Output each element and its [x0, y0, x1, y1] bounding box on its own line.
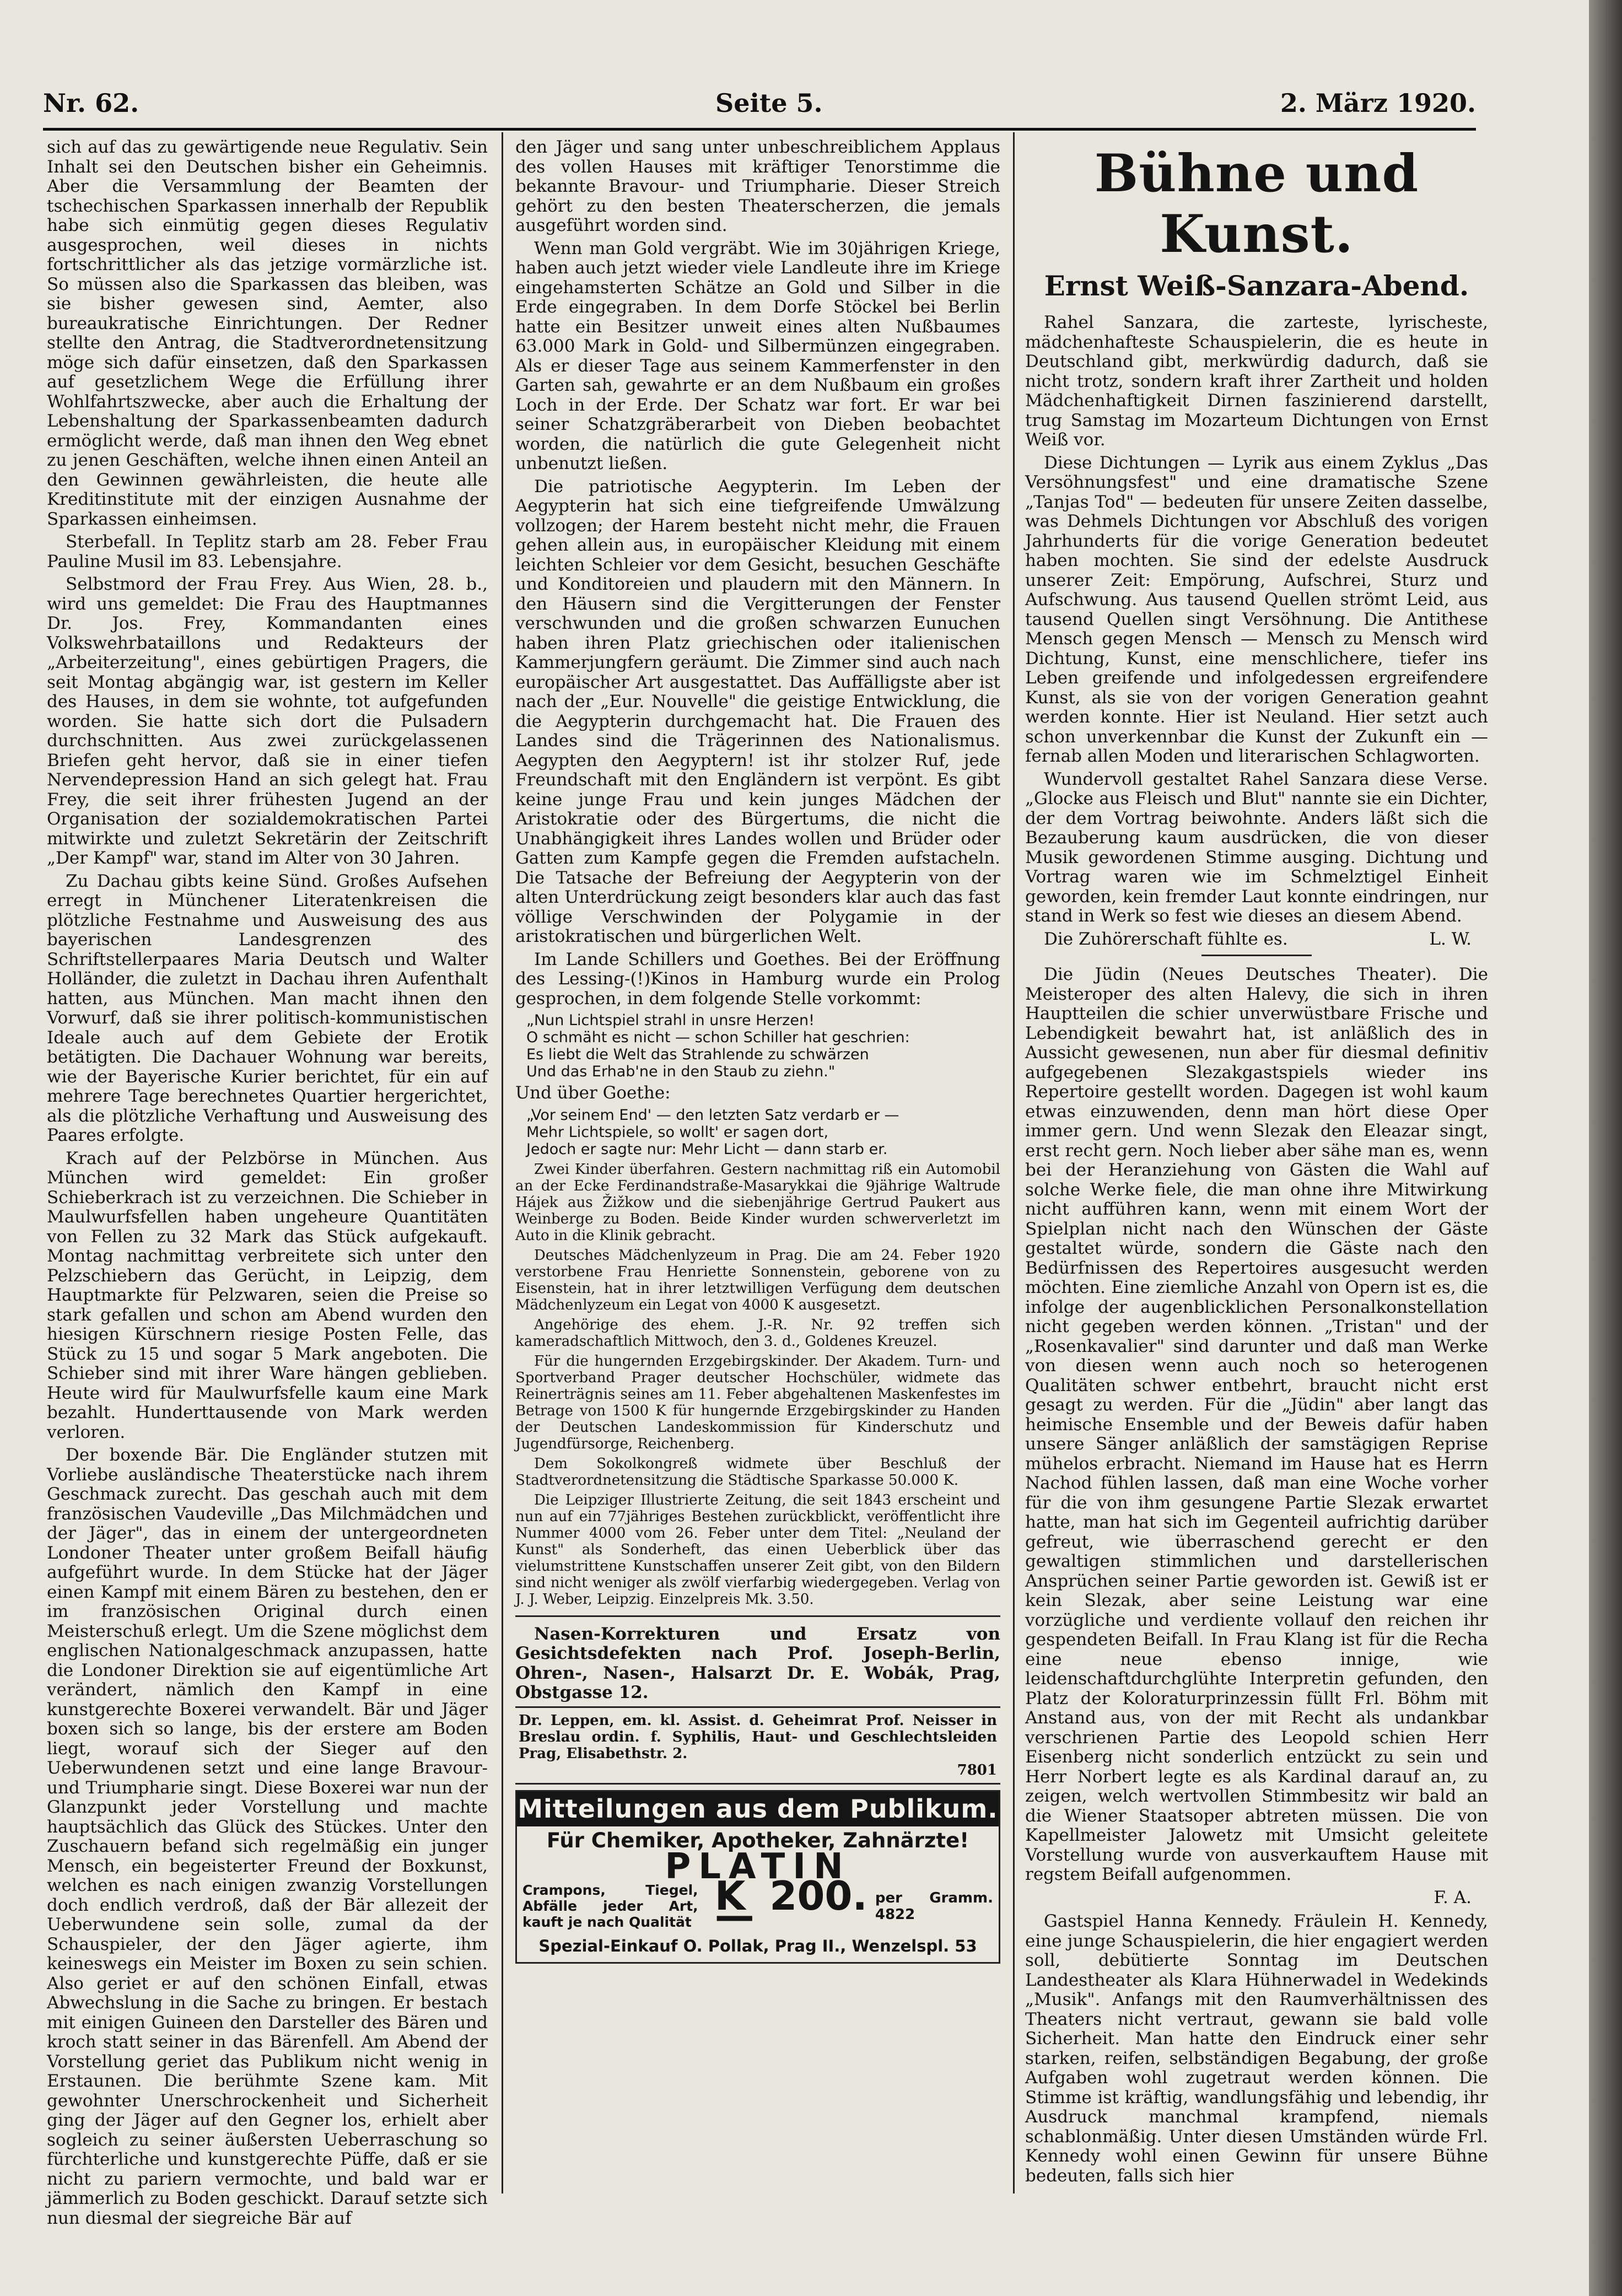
- column-2: [515, 138, 1000, 1964]
- verse-line: Mehr Lichtspiele, so wollt' er sagen dort,: [526, 1123, 829, 1141]
- signature-row: [1025, 930, 1488, 950]
- sanzara-para: Diese Dichtungen — Lyrik aus einem Zyklus „Das Versöhnungsfest" und eine dramatische Szene „Tanjas Tod" — bedeuten für unsere Zeiten dasselbe, was Dehmels Dichtungen vor Abschluß des vorigen Jahrhunderts für die vorige Generation bedeutet haben mochten. Sie sind der edelste Ausdruck unserer Zeit: Empörung, Aufschrei, Sturz und Aufschwung. Aus tausend Quellen strömt Leid, aus tausend Quellen singt Versöhnung. Die Antithese Mensch gegen Mensch — Mensch zu Mensch wird Dichtung, Kunst, eine menschlichere, tiefer ins Leben greifende und infolgedessen ergreifendere Kunst, als sie von der vorigen Generation geahnt werden konnte. Hier ist Neuland. Hier setzt auch schon unverkennbar die Kunst der Zukunft ein — fernab allen Moden und literarischen Schlagworten.: [1025, 452, 1488, 766]
- verse-line: „Vor seinem End' — den letzten Satz verdarb er —: [526, 1106, 899, 1124]
- notice-sokol: Dem Sokolkongreß widmete über Beschluß der Stadtverordnetensitzung die Städtische Sparkasse 50.000 K.: [515, 1455, 1000, 1489]
- notice-erzgebirge: Für die hungernden Erzgebirgskinder. Der Akadem. Turn- und Sportverband Prager deutscher Hochschüler, widmete das Reinerträgnis seines am 11. Feber abgehaltenen Maskenfestes im Betrage von 1500 K für hungernde Erzgebirgskinder zu Handen der Deutschen Landeskommission für Kinderschutz und Jugendfürsorge, Reichenberg.: [515, 1352, 1000, 1452]
- kennedy-review: Gastspiel Hanna Kennedy. Fräulein H. Kennedy, eine junge Schauspielerin, die hier engagiert werden soll, debütierte Sonntag im Deutschen Landestheater als Klara Hühnerwadel in Wedekinds „Musik". Anfangs mit den Raumverhältnissen des Theaters nicht vertraut, gewann sie bald volle Sicherheit. Man hatte den Eindruck einer sehr starken, reifen, selbständigen Begabung, der große Aufgaben wohl zugetraut werden können. Die Stimme ist kräftig, wandlungsfähig und lebendig, ihr Ausdruck manchmal krampfend, niemals schablonmäßig. Unter diesen Umständen würde Frl. Kennedy wohl einen Gewinn für unsere Bühne bedeuten, falls sich hier: [1025, 1911, 1488, 2186]
- article-schiller-goethe: Im Lande Schillers und Goethes. Bei der Eröffnung des Lessing-(!)Kinos in Hamburg wurde ein Prolog gesprochen, in dem folgende Stelle vorkommt:: [515, 949, 1000, 1009]
- article-dachau: Zu Dachau gibts keine Sünd. Großes Aufsehen erregt in Münchener Literatenkreisen die plötzliche Festnahme und Ausweisung des aus bayerischen Landesgrenzen des Schriftstellerpaares Maria Deutsch und Walter Holländer, die zuletzt in Dachau ihren Aufenthalt hatten, aus München. Man macht ihnen den Vorwurf, daß sie ihrer politisch-kommunistischen Ideale auch auf dem Gebiete der Erotik betätigten. Die Dachauer Wohnung war bereits, wie der Bayerische Kurier berichtet, für ein auf mehrere Tage berechnetes Quartier hergerichtet, als die plötzliche Verhaftung und Ausweisung des Paares erfolgte.: [47, 871, 488, 1145]
- article-pelzboerse: Krach auf der Pelzbörse in München. Aus München wird gemeldet: Ein großer Schieberkrach ist zu verzeichnen. Die Schieber in Maulwurfsfellen haben ungeheure Quantitäten von Fellen zu 32 Mark das Stück aufgekauft. Montag nachmittag verbreitete sich unter den Pelzschiebern das Gerücht, in Leipzig, dem Hauptmarkte für Pelzwaren, seien die Preise so stark gefallen und schon am Abend wurden den hiesigen Kürschnern riesige Posten Felle, das Stück zu 15 und sogar 5 Mark angeboten. Die Schieber sind mit ihrer Ware hängen geblieben. Heute wird für Maulwurfsfelle kaum eine Mark bezahlt. Hunderttausende von Mark werden verloren.: [47, 1148, 488, 1442]
- notice-lyzeum: Deutsches Mädchenlyzeum in Prag. Die am 24. Feber 1920 verstorbene Frau Henriette Sonnenstein, geborene von zu Eisenstein, hat in ihrer letztwilligen Verfügung dem deutschen Mädchenlyzeum ein Legat von 4000 K ausgesetzt.: [515, 1247, 1000, 1313]
- ad-nasen: Nasen-Korrekturen und Ersatz von Gesichtsdefekten nach Prof. Joseph-Berlin, Ohren-, Nasen-, Halsarzt Dr. E. Wobák, Prag, Obstgasse 12.: [515, 1624, 1000, 1702]
- signature-text: Die Zuhörerschaft fühlte es.: [1044, 929, 1288, 949]
- ad-target: Für Chemiker, Apotheker, Zahnärzte!: [546, 1829, 969, 1852]
- ad-banner: Mitteilungen aus dem Publikum.: [517, 1792, 999, 1827]
- scan-edge: [1589, 0, 1622, 2296]
- issue-date: 2. März 1920.: [1280, 88, 1476, 118]
- verse-line: O schmäht es nicht — schon Schiller hat geschrien:: [526, 1029, 910, 1046]
- sanzara-para: Wundervoll gestaltet Rahel Sanzara diese Verse. „Glocke aus Fleisch und Blut" nannte sie ein Dichter, der dem Vortrag beiwohnte. Anders läßt sich die Bezauberung kaum ausdrücken, die von dieser Musik gewordenen Stimme ausging. Dichtung und Vortrag waren wie im Schmelztigel Einheit geworden, kein fremder Laut konnte eindringen, nur stand in Werk so fest wie dieses an diesem Abend.: [1025, 769, 1488, 926]
- section-title: Bühne und Kunst.: [1094, 143, 1419, 265]
- verse-line: Es liebt die Welt das Strahlende zu schwärzen: [526, 1046, 869, 1063]
- article-title: Ernst Weiß-Sanzara-Abend.: [1044, 270, 1469, 302]
- ad-per-gram: [875, 1890, 993, 1923]
- verse-line: Jedoch er sagte nur: Mehr Licht — dann starb er.: [526, 1140, 888, 1158]
- section-divider: [1201, 955, 1312, 956]
- page-number: Seite 5.: [715, 88, 823, 118]
- header-rule: [43, 128, 1476, 131]
- goethe-verse: [526, 1107, 1000, 1158]
- page-header: [43, 83, 1476, 127]
- ad-leppen: [515, 1706, 1000, 1785]
- article-aegypterin: Die patriotische Aegypterin. Im Leben der Aegypterin hat sich eine tiefgreifende Umwälzung vollzogen; der Harem besteht nicht mehr, die Frauen gehen allein aus, in europäischer Kleidung mit einem leichten Schleier vor dem Gesicht, besuchen Geschäfte und Konditoreien und plaudern mit den Männern. In den Häusern sind die Vergitterungen der Fenster verschwunden und die großen schwarzen Eunuchen haben ihren Platz griechischen oder italienischen Kammerjungfern geräumt. Die Zimmer sind auch nach europäischer Art ausgestattet. Das Auffälligste aber ist nach der „Eur. Nouvelle" die geistige Entwicklung, die die Aegypterin durchgemacht hat. Die Frauen des Landes sind die Trägerinnen des Nationalismus. Aegypten den Aegyptern! ist ihr stolzer Ruf, jede Freundschaft mit den Engländern ist verpönt. Es gibt keine junge Frau und kein junges Mädchen der Aristokratie oder des Bürgertums, die nicht die Unabhängigkeit ihres Landes wollen und Brüder oder Gatten zum Kampfe gegen die Fremden aufstacheln. Die Tatsache der Befreiung der Aegypterin von der alten Unterdrückung zeigt besonders klar auch das fast völlige Verschwinden der Polygamie in der aristokratischen und bürgerlichen Welt.: [515, 476, 1000, 946]
- verse-line: Und das Erhab'ne in den Staub zu ziehn.": [526, 1063, 836, 1080]
- ad-platin: [515, 1790, 1000, 1964]
- ad-code: 4822: [875, 1906, 915, 1923]
- notice-leipziger: Die Leipziger Illustrierte Zeitung, die seit 1843 erscheint und nun auf ein 77jähriges Bestehen zurückblickt, veröffentlicht ihre Nummer 4000 vom 26. Feber unter dem Titel: „Neuland der Kunst" als Sonderheft, das einen Ueberblick über das vielumstrittene Kunstschaffen unserer Zeit gibt, von den Bildern sind nicht weniger als zwölf vierfarbig wiedergegeben. Verlag von J. J. Weber, Leipzig. Einzelpreis Mk. 3.50.: [515, 1491, 1000, 1608]
- signature-author: L. W.: [1429, 929, 1472, 949]
- article-sterbefall: Sterbefall. In Teplitz starb am 28. Feber Frau Pauline Musil im 83. Lebensjahre.: [47, 532, 488, 572]
- notice-ir92: Angehörige des ehem. J.-R. Nr. 92 treffen sich kameradschaftlich Mittwoch, den 3. d., Goldenes Kreuzel.: [515, 1316, 1000, 1350]
- ad-rule: [515, 1615, 1000, 1617]
- column-divider-1: [502, 132, 503, 2193]
- issue-number: Nr. 62.: [43, 88, 139, 118]
- article-gold: Wenn man Gold vergräbt. Wie im 30jährigen Kriege, haben auch jetzt wieder viele Landleute ihre im Kriege eingehamsterten Schätze an Gold und Silber in die Erde eingegraben. In dem Dorfe Stöckel bei Berlin hatte ein Besitzer unweit eines alten Nußbaumes 63.000 Mark in Gold- und Silbermünzen eingegraben. Als er dieser Tage aus seinem Kammerfenster in den Garten sah, gewahrte er an dem Nußbaum ein großes Loch in der Erde. Der Schatz war fort. Er war bei seiner Schatzgräberarbeit von Dieben beobachtet worden, die natürlich die gute Gelegenheit nicht unbenutzt ließen.: [515, 238, 1000, 473]
- column-divider-2: [1013, 132, 1015, 2193]
- ad-footer: Spezial-Einkauf O. Pollak, Prag II., Wenzelspl. 53: [538, 1937, 977, 1955]
- ad-price-row: [517, 1873, 999, 1939]
- article-sparkassen: sich auf das zu gewärtigende neue Regulativ. Sein Inhalt sei den Deutschen bisher ein Geheimnis. Aber die Versammlung der Beamten der tschechischen Sparkassen innerhalb der Republik habe sich einmütig gegen dieses Regulativ ausgesprochen, weil dieses in nichts fortschrittlicher als das jetzige vormärzliche ist. So müssen also die Sparkassen das bleiben, was sie bisher gewesen sind, Aemter, also bureaukratische Einrichtungen. Der Redner stellte den Antrag, die Stadtverordnetensitzung möge sich dafür einsetzen, daß den Sparkassen auf gesetzlichem Wege die Erfüllung ihrer Wohlfahrtszwecke, aber auch die Erhaltung der Lebenshaltung der Sparkassenbeamten dadurch ermöglicht werde, daß man ihnen den Weg ebnet zu jenen Geschäften, welche ihnen einen Anteil an den Gewinnen gewährleisten, die heute alle Kreditinstitute mit der einzigen Ausnahme der Sparkassen einheimsen.: [47, 137, 488, 529]
- signature-row: [1025, 1888, 1488, 1908]
- ad-leppen-code: 7801: [957, 1761, 997, 1778]
- ad-platin-title: PLATIN: [665, 1846, 851, 1887]
- article-selbstmord: Selbstmord der Frau Frey. Aus Wien, 28. b., wird uns gemeldet: Die Frau des Hauptmannes Dr. Jos. Frey, Kommandanten eines Volkswehrbataillons und Redakteurs der „Arbeiterzeitung", eines gebürtigen Pragers, die seit Montag abgängig war, ist gestern im Keller des Hauses, in dem sie wohnte, tot aufgefunden worden. Sie hatte sich dort die Pulsadern durchschnitten. Aus zwei zurückgelassenen Briefen geht hervor, daß sie in einer tiefen Nervendepression Hand an sich gelegt hat. Frau Frey, die seit ihrer frühesten Jugend an der Organisation der sozialdemokratischen Partei mitwirkte und zuletzt Sekretärin der Zeitschrift „Der Kampf" war, stand im Alter von 30 Jahren.: [47, 574, 488, 868]
- article-baer-continued: den Jäger und sang unter unbeschreiblichem Applaus des vollen Hauses mit kräftiger Tenorstimme die bekannte Bravour- und Triumpharie. Dieser Streich gehört zu den besten Theaterscherzen, die jemals ausgeführt worden sind.: [515, 137, 1000, 235]
- sanzara-para: Rahel Sanzara, die zarteste, lyrischeste, mädchenhafteste Schauspielerin, die es heute in Deutschland gibt, merkwürdig dadurch, daß sie nicht trotz, sondern kraft ihrer Zartheit und holden Mädchenhaftigkeit Dirnen faszinierend darstellt, trug Samstag im Mozarteum Dichtungen von Ernst Weiß vor.: [1025, 312, 1488, 450]
- notice-kinder: Zwei Kinder überfahren. Gestern nachmittag riß ein Automobil an der Ecke Ferdinandstraße-Masarykkai die 9jährige Waltrude Hájek aus Žižkow und die siebenjährige Gertrud Paukert aus Weinberge zu Boden. Beide Kinder wurden schwerverletzt im Auto in die Klinik gebracht.: [515, 1161, 1000, 1244]
- article-boxende-baer: Der boxende Bär. Die Engländer stutzen mit Vorliebe ausländische Theaterstücke nach ihrem Geschmack zurecht. Das geschah auch mit dem französischen Vaudeville „Das Milchmädchen und der Jäger", das in einem der untergeordneten Londoner Theater unter großem Beifall häufig aufgeführt wurde. In dem Stücke hat der Jäger einen Kampf mit einem Bären zu bestehen, den er im französischen Original durch einen Meisterschuß erlegt. Um die Szene möglichst dem englischen Nationalgeschmack anzupassen, hatte die Londoner Direktion sie auf eigentümliche Art verändert, nämlich den Kampf in eine kunstgerechte Boxerei verwandelt. Bär und Jäger boxen sich so lange, bis der erstere am Boden liegt, worauf sich der Sieger auf den Ueberwundenen setzt und eine lange Bravour- und Triumpharie singt. Diese Boxerei war nun der Glanzpunkt jeder Vorstellung und machte hauptsächlich das Glück des Stückes. Unter den Zuschauern befand sich regelmäßig ein junger Mensch, ein begeisterter Freund der Boxkunst, welchen es nach einigen zwanzig Vorstellungen doch endlich verdroß, daß der Bär allezeit der Ueberwundene sein solle, zumal da der Schauspieler, der den Jäger agierte, ihm keineswegs ein Meister im Boxen zu sein schien. Also geriet er auf den schönen Einfall, etwas Abwechslung in die Sache zu bringen. Er bestach mit einigen Guineen den Darsteller des Bären und kroch statt seiner in das Bärenfell. Am Abend der Vorstellung geriet das Publikum nicht wenig in Erstaunen. Die berühmte Szene kam. Mit gewohnter Unerschrockenheit und Sicherheit ging der Jäger auf den Gegner los, erhielt aber sogleich zu seiner äußersten Ueberraschung so fürchterliche und kunstgerechte Püffe, daß er sie nicht zu pariern vermochte, und bald war er jämmerlich zu Boden geschickt. Darauf setzte sich nun diesmal der siegreiche Bär auf: [47, 1445, 488, 2228]
- short-notices: [515, 1161, 1000, 1608]
- column-3: [1025, 138, 1488, 2189]
- verse-line: „Nun Lichtspiel strahl in unsre Herzen!: [526, 1012, 815, 1029]
- signature-author: F. A.: [1434, 1887, 1472, 1907]
- prolog-verse: [526, 1012, 1000, 1080]
- ad-items: Crampons, Tiegel, Abfälle jeder Art, kauft je nach Qualität: [522, 1882, 698, 1930]
- ad-leppen-text: Dr. Leppen, em. kl. Assist. d. Geheimrat Prof. Neisser in Breslau ordin. f. Syphilis, Haut- und Geschlechtsleiden Prag, Elisabethstr. 2.: [519, 1712, 997, 1762]
- juedin-review: Die Jüdin (Neues Deutsches Theater). Die Meisteroper des alten Halevy, die sich in ihren Hauptteilen die schier unverwüstbare Frische und Lebendigkeit bewahrt hat, ist anläßlich des in Aussicht gewesenen, nun aber für diesmal definitiv aufgegebenen Slezakgastspiels wieder ins Repertoire gestellt worden. Dagegen ist wohl kaum etwas einzuwenden, denn man hört diese Oper immer gern. Und wenn Slezak den Eleazar singt, erst recht gern. Noch lieber aber sähe man es, wenn bei der Heranziehung von Gästen die Wahl auf solche Werke fiele, die man ohne ihre Mitwirkung nicht aufführen kann, wenn mit einem Wort der Spielplan nicht nach den Wünschen der Gäste gestaltet würde, sondern die Gäste nach den Bedürfnissen des Repertoires ausgesucht werden möchten. Eine ziemliche Anzahl von Opern ist es, die infolge der augenblicklichen Personalkonstellation nicht gegeben werden können. „Tristan" und der „Rosenkavalier" sind darunter und daß man Werke von diesen wenn auch noch so heterogenen Qualitäten schwer entbehrt, braucht nicht erst gesagt zu werden. Für die „Jüdin" aber langt das heimische Ensemble und der Beweis dafür haben unsere Sänger anläßlich der samstägigen Reprise mühelos erbracht. Niemand im Hause hat es Herrn Nachod fühlen lassen, daß man eine Woche vorher für die von ihm gesungene Partie Slezak erwartet hatte, man hat sich im Gegenteil aufrichtig darüber gefreut, wie überraschend gerecht er den gewaltigen stimmlichen und darstellerischen Ansprüchen seiner Partie geworden ist. Gewiß ist er kein Slezak, aber seine Leistung war eine vorzügliche und verdiente vollauf den reichen ihr gespendeten Beifall. In Frau Klang ist für die Recha eine neue ebenso innige, wie leidenschaftdurchglühte Interpretin gefunden, den Platz der Koloraturprinzessin füllt Frl. Böhm mit Anstand aus, von der mit Recht als undankbar verschrienen Partie des Leopold schien Herr Eisenberg nicht sonderlich entzückt zu sein und Herr Norbert legte es als Kardinal darauf an, zu zeigen, welch wertvollen Stimmbesitz wir bald an die Wiener Staatsoper abtreten müssen. Die von Kapellmeister Jalowetz mit Umsicht geleitete Vorstellung wurde von ausverkauftem Hause mit regstem Beifall aufgenommen.: [1025, 964, 1488, 1884]
- verse-intro: Und über Goethe:: [515, 1083, 671, 1103]
- ad-price: K 200.—: [714, 1873, 867, 1939]
- ad-per: per Gramm.: [875, 1889, 993, 1906]
- column-1: [47, 138, 488, 2232]
